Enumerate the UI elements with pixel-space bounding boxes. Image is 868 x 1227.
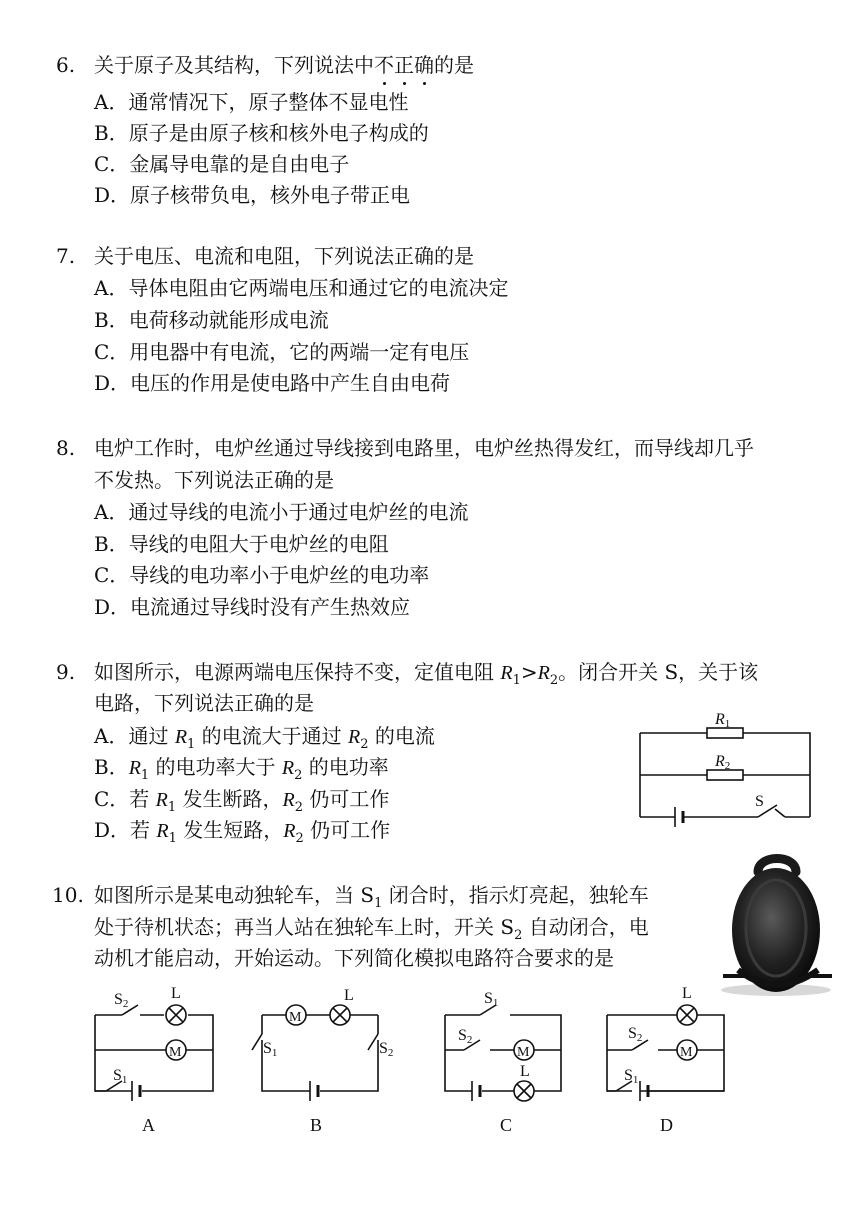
switch-s1 <box>252 1034 262 1050</box>
circuit-c <box>445 990 561 1135</box>
emphasis-char: 确 <box>414 50 434 81</box>
option-b: B．导线的电阻大于电炉丝的电阻 <box>94 532 389 556</box>
option-c: C．用电器中有电流，它的两端一定有电压 <box>94 340 470 364</box>
r2-label: R2 <box>715 753 731 772</box>
label-d: D <box>660 1115 673 1135</box>
label-s1: S1 <box>263 1040 278 1059</box>
q10-circuits <box>80 978 740 1138</box>
question-stem: 关于原子及其结构，下列说法中不正确的是 <box>94 50 474 81</box>
question-stem-line3: 动机才能启动，开始运动。下列简化模拟电路符合要求的是 <box>94 946 614 970</box>
option-b: B．原子是由原子核和核外电子构成的 <box>94 121 429 145</box>
question-stem-line2: 处于待机状态；再当人站在独轮车上时，开关 $S_2$ 自动闭合，电 <box>94 915 649 943</box>
option-a: A．通过 $R_1$ 的电流大于通过 $R_2$ 的电流 <box>94 724 435 752</box>
label-l: L <box>682 985 692 1002</box>
question-number: 8. <box>56 436 76 460</box>
question-number: 9. <box>56 660 76 684</box>
question-number: 10. <box>52 883 84 907</box>
label-s2: S2 <box>379 1040 394 1059</box>
circuit-a <box>95 985 213 1135</box>
question-number: 7. <box>56 244 76 268</box>
option-c: C．导线的电功率小于电炉丝的电功率 <box>94 563 430 587</box>
option-a: A．通过导线的电流小于通过电炉丝的电流 <box>94 500 469 524</box>
label-b: B <box>310 1115 323 1135</box>
question-10 <box>52 880 716 980</box>
option-d: D．电压的作用是使电路中产生自由电荷 <box>94 371 451 395</box>
label-s1: S1 <box>113 1067 128 1086</box>
option-c: C．金属导电靠的是自由电子 <box>94 152 350 176</box>
label-m: M <box>517 1045 530 1060</box>
label-m: M <box>289 1010 302 1025</box>
question-stem: 如图所示是某电动独轮车，当 $S_1$ 闭合时，指示灯亮起，独轮车 <box>94 883 649 911</box>
option-d: D．原子核带负电，核外电子带正电 <box>94 183 411 207</box>
option-b: B．$R_1$ 的电功率大于 $R_2$ 的电功率 <box>94 755 389 783</box>
label-l: L <box>344 987 354 1004</box>
label-s2: S2 <box>458 1027 473 1046</box>
emphasis-char: 正 <box>394 50 414 81</box>
label-s2: S2 <box>114 991 129 1010</box>
label-a: A <box>142 1115 155 1135</box>
question-8 <box>56 433 846 628</box>
emphasis-char: 不 <box>374 50 394 81</box>
option-d: D．若 $R_1$ 发生短路，$R_2$ 仍可工作 <box>94 818 391 846</box>
q9-circuit-figure <box>630 705 820 830</box>
switch-s2 <box>368 1034 378 1050</box>
question-stem: 如图所示，电源两端电压保持不变，定值电阻 $R_1>R_2$。闭合开关 S，关于该 <box>94 660 759 688</box>
switch-label: S <box>755 793 764 810</box>
option-d: D．电流通过导线时没有产生热效应 <box>94 595 411 619</box>
label-s1: S1 <box>484 990 499 1009</box>
question-stem: 电炉工作时，电炉丝通过导线接到电路里，电炉丝热得发红，而导线却几乎 <box>94 436 754 460</box>
label-s2: S2 <box>628 1025 643 1044</box>
label-c: C <box>500 1115 513 1135</box>
question-stem: 关于电压、电流和电阻，下列说法正确的是 <box>94 244 474 268</box>
r1-label: R1 <box>715 711 731 730</box>
circuit-b <box>252 987 393 1135</box>
question-number: 6. <box>56 53 76 77</box>
option-c: C．若 $R_1$ 发生断路，$R_2$ 仍可工作 <box>94 787 390 815</box>
circuit-d <box>607 985 724 1135</box>
question-stem-line2: 不发热。下列说法正确的是 <box>94 468 334 492</box>
label-l: L <box>520 1063 530 1080</box>
label-s1: S1 <box>624 1067 639 1086</box>
question-6 <box>56 50 836 210</box>
question-7 <box>56 241 836 401</box>
label-m: M <box>680 1045 693 1060</box>
option-a: A．导体电阻由它两端电压和通过它的电流决定 <box>94 276 509 300</box>
label-l: L <box>171 985 181 1002</box>
question-stem-line2: 电路，下列说法正确的是 <box>94 691 314 715</box>
option-b: B．电荷移动就能形成电流 <box>94 308 329 332</box>
option-a: A．通常情况下，原子整体不显电性 <box>94 90 409 114</box>
label-m: M <box>169 1045 182 1060</box>
